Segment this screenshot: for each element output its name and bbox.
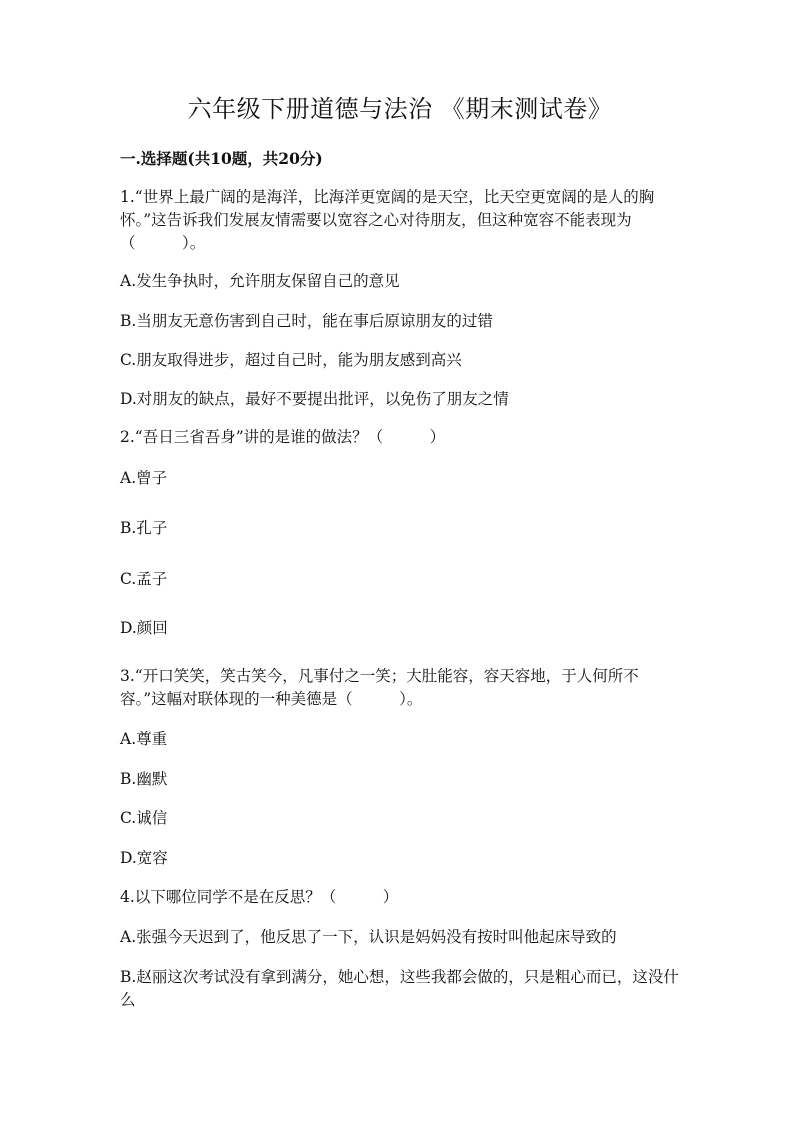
question-3-option-a: A.尊重	[120, 730, 168, 748]
question-2-stem: 2.“吾日三省吾身”讲的是谁的做法？（ ）	[120, 428, 446, 446]
question-3-option-d: D.宽容	[120, 849, 168, 867]
question-3-option-c: C.诚信	[120, 809, 168, 827]
question-3-stem: 3.“开口笑笑，笑古笑今，凡事付之一笑；大肚能容，容天容地，于人何所不容。”这幅对联体现的一种美德是（ ）。	[120, 667, 639, 708]
page-title: 六年级下册道德与法治 《期末测试卷》	[187, 95, 613, 123]
question-1-option-b: B.当朋友无意伤害到自己时，能在事后原谅朋友的过错	[120, 312, 493, 330]
question-1-option-a: A.发生争执时，允许朋友保留自己的意见	[120, 272, 400, 290]
question-4-option-a: A.张强今天迟到了，他反思了一下，认识是妈妈没有按时叫他起床导致的	[120, 928, 617, 946]
question-1-option-d: D.对朋友的缺点，最好不要提出批评，以免伤了朋友之情	[120, 390, 509, 408]
question-2-option-a: A.曾子	[120, 469, 168, 487]
question-2-option-c: C.孟子	[120, 570, 168, 588]
question-1-stem: 1.“世界上最广阔的是海洋，比海洋更宽阔的是天空，比天空更宽阔的是人的胸怀。”这告诉我们发展友情需要以宽容之心对待朋友，但这种宽容不能表现为（ ）。	[120, 188, 655, 252]
section-heading: 一.选择题(共10题，共20分)	[120, 149, 323, 168]
question-4-option-b: B.赵丽这次考试没有拿到满分，她心想，这些我都会做的，只是粗心而已，这没什么	[120, 968, 679, 1009]
question-2-option-b: B.孔子	[120, 519, 168, 537]
question-4-stem: 4.以下哪位同学不是在反思？（ ）	[120, 888, 399, 906]
question-3-option-b: B.幽默	[120, 770, 168, 788]
question-1-option-c: C.朋友取得进步，超过自己时，能为朋友感到高兴	[120, 351, 462, 369]
question-2-option-d: D.颜回	[120, 619, 168, 637]
